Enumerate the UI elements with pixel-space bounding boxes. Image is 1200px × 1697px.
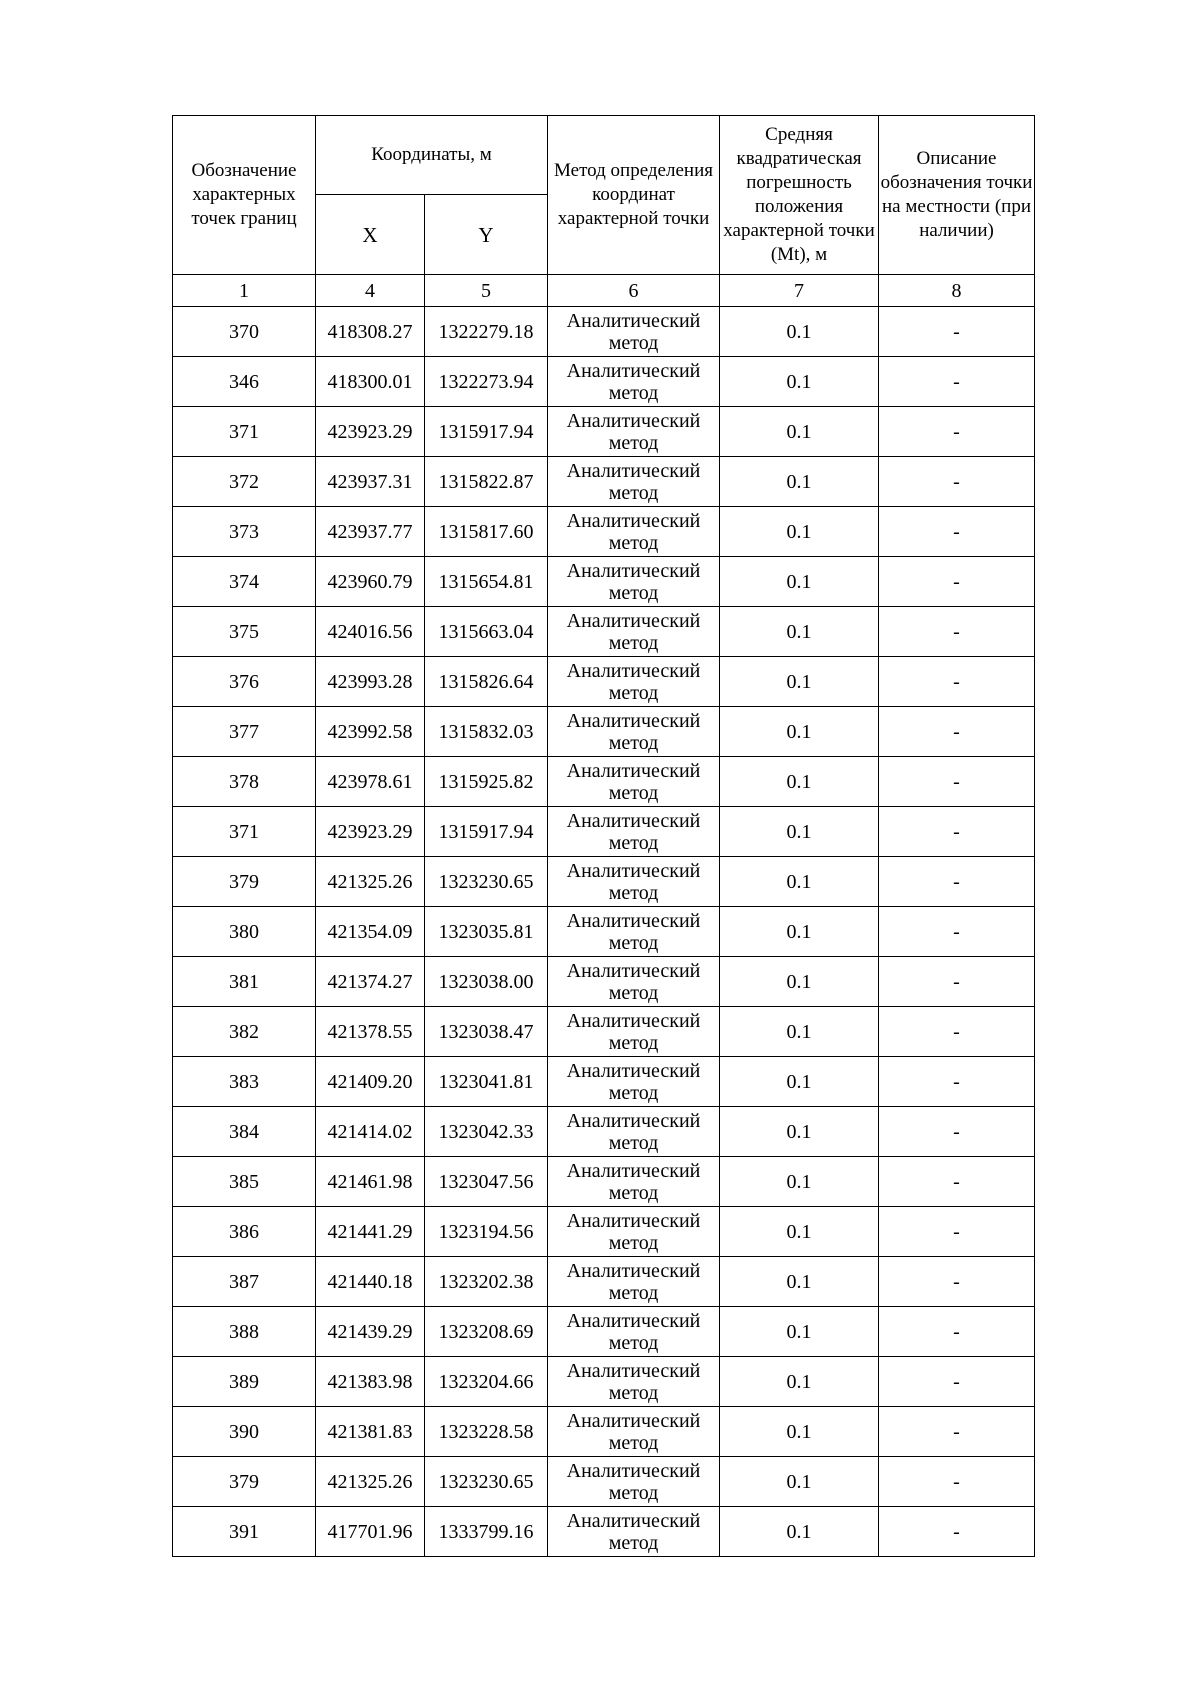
error-cell: 0.1 [720, 757, 879, 807]
method-cell [548, 357, 720, 407]
table-row [173, 1057, 1035, 1107]
table-row [173, 957, 1035, 1007]
method-line-2: метод [608, 1031, 659, 1054]
method-line-1: Аналитический [566, 1509, 701, 1532]
method-line-2: метод [608, 581, 659, 604]
x-cell: 421409.20 [316, 1057, 425, 1107]
description-cell: - [879, 557, 1035, 607]
coordinates-table [172, 115, 1035, 1557]
description-cell: - [879, 1407, 1035, 1457]
x-cell: 418300.01 [316, 357, 425, 407]
description-cell: - [879, 1107, 1035, 1157]
method-line-1: Аналитический [566, 559, 701, 582]
description-cell: - [879, 807, 1035, 857]
table-header [173, 116, 1035, 307]
error-cell: 0.1 [720, 1107, 879, 1157]
description-cell: - [879, 707, 1035, 757]
y-cell: 1322273.94 [425, 357, 548, 407]
x-cell: 418308.27 [316, 307, 425, 357]
description-cell: - [879, 757, 1035, 807]
y-cell: 1323228.58 [425, 1407, 548, 1457]
method-cell [548, 1057, 720, 1107]
table-row [173, 1507, 1035, 1557]
method-line-1: Аналитический [566, 309, 701, 332]
y-cell: 1315832.03 [425, 707, 548, 757]
x-cell: 421439.29 [316, 1307, 425, 1357]
table-row [173, 757, 1035, 807]
description-cell: - [879, 607, 1035, 657]
header-error: Средняя квадратическая погрешность положения характерной точки (Mt), м [720, 116, 879, 275]
method-cell [548, 1207, 720, 1257]
header-row [173, 116, 1035, 195]
method-cell [548, 457, 720, 507]
method-cell [548, 857, 720, 907]
description-cell: - [879, 1157, 1035, 1207]
error-cell: 0.1 [720, 607, 879, 657]
error-cell: 0.1 [720, 1007, 879, 1057]
method-line-2: метод [608, 1381, 659, 1404]
x-cell: 424016.56 [316, 607, 425, 657]
method-line-1: Аналитический [566, 1159, 701, 1182]
column-number: 4 [316, 275, 425, 307]
error-cell: 0.1 [720, 307, 879, 357]
description-cell: - [879, 907, 1035, 957]
y-cell: 1323230.65 [425, 857, 548, 907]
method-line-1: Аналитический [566, 909, 701, 932]
column-number: 6 [548, 275, 720, 307]
point-cell: 381 [173, 957, 316, 1007]
header-y: Y [425, 195, 548, 275]
y-cell: 1315654.81 [425, 557, 548, 607]
table-body [173, 307, 1035, 1557]
error-cell: 0.1 [720, 457, 879, 507]
table-row [173, 707, 1035, 757]
method-cell [548, 757, 720, 807]
error-cell: 0.1 [720, 1457, 879, 1507]
method-line-2: метод [608, 681, 659, 704]
y-cell: 1323208.69 [425, 1307, 548, 1357]
table-row [173, 807, 1035, 857]
method-cell [548, 507, 720, 557]
table-row [173, 1307, 1035, 1357]
table-row [173, 907, 1035, 957]
table-row [173, 557, 1035, 607]
method-cell [548, 1357, 720, 1407]
method-line-1: Аналитический [566, 1259, 701, 1282]
column-numbers-row [173, 275, 1035, 307]
description-cell: - [879, 1257, 1035, 1307]
method-line-2: метод [608, 331, 659, 354]
error-cell: 0.1 [720, 1207, 879, 1257]
description-cell: - [879, 1507, 1035, 1557]
error-cell: 0.1 [720, 1157, 879, 1207]
method-line-2: метод [608, 381, 659, 404]
x-cell: 421414.02 [316, 1107, 425, 1157]
point-cell: 371 [173, 407, 316, 457]
method-line-2: метод [608, 1531, 659, 1554]
method-cell [548, 1257, 720, 1307]
error-cell: 0.1 [720, 1057, 879, 1107]
method-line-1: Аналитический [566, 509, 701, 532]
column-number: 7 [720, 275, 879, 307]
y-cell: 1323035.81 [425, 907, 548, 957]
header-method: Метод определения координат характерной точки [548, 116, 720, 275]
method-cell [548, 1157, 720, 1207]
table-row [173, 1457, 1035, 1507]
x-cell: 421354.09 [316, 907, 425, 957]
point-cell: 379 [173, 857, 316, 907]
method-line-2: метод [608, 1281, 659, 1304]
x-cell: 423923.29 [316, 807, 425, 857]
x-cell: 423978.61 [316, 757, 425, 807]
method-line-1: Аналитический [566, 459, 701, 482]
y-cell: 1315917.94 [425, 407, 548, 457]
table-row [173, 1357, 1035, 1407]
column-number: 8 [879, 275, 1035, 307]
error-cell: 0.1 [720, 957, 879, 1007]
table-row [173, 357, 1035, 407]
table-row [173, 307, 1035, 357]
table-row [173, 1157, 1035, 1207]
point-cell: 390 [173, 1407, 316, 1457]
x-cell: 421378.55 [316, 1007, 425, 1057]
method-line-2: метод [608, 1231, 659, 1254]
description-cell: - [879, 1057, 1035, 1107]
point-cell: 374 [173, 557, 316, 607]
point-cell: 370 [173, 307, 316, 357]
error-cell: 0.1 [720, 507, 879, 557]
point-cell: 379 [173, 1457, 316, 1507]
method-line-1: Аналитический [566, 609, 701, 632]
point-cell: 384 [173, 1107, 316, 1157]
x-cell: 421383.98 [316, 1357, 425, 1407]
y-cell: 1315925.82 [425, 757, 548, 807]
method-line-1: Аналитический [566, 1109, 701, 1132]
method-line-1: Аналитический [566, 1359, 701, 1382]
table-row [173, 1257, 1035, 1307]
y-cell: 1315822.87 [425, 457, 548, 507]
table-row [173, 657, 1035, 707]
method-cell [548, 1307, 720, 1357]
error-cell: 0.1 [720, 707, 879, 757]
description-cell: - [879, 457, 1035, 507]
method-line-1: Аналитический [566, 409, 701, 432]
error-cell: 0.1 [720, 1357, 879, 1407]
error-cell: 0.1 [720, 557, 879, 607]
point-cell: 383 [173, 1057, 316, 1107]
error-cell: 0.1 [720, 1307, 879, 1357]
y-cell: 1323202.38 [425, 1257, 548, 1307]
x-cell: 423960.79 [316, 557, 425, 607]
table-row [173, 1107, 1035, 1157]
method-cell [548, 657, 720, 707]
description-cell: - [879, 857, 1035, 907]
column-number: 5 [425, 275, 548, 307]
description-cell: - [879, 957, 1035, 1007]
method-cell [548, 957, 720, 1007]
method-line-1: Аналитический [566, 1459, 701, 1482]
table-row [173, 407, 1035, 457]
method-cell [548, 707, 720, 757]
method-line-2: метод [608, 1181, 659, 1204]
method-line-2: метод [608, 1481, 659, 1504]
description-cell: - [879, 657, 1035, 707]
method-cell [548, 607, 720, 657]
table-row [173, 607, 1035, 657]
error-cell: 0.1 [720, 907, 879, 957]
method-line-2: метод [608, 481, 659, 504]
description-cell: - [879, 357, 1035, 407]
method-line-2: метод [608, 1431, 659, 1454]
error-cell: 0.1 [720, 807, 879, 857]
method-line-1: Аналитический [566, 859, 701, 882]
point-cell: 391 [173, 1507, 316, 1557]
x-cell: 421461.98 [316, 1157, 425, 1207]
y-cell: 1315917.94 [425, 807, 548, 857]
description-cell: - [879, 1457, 1035, 1507]
y-cell: 1315826.64 [425, 657, 548, 707]
point-cell: 388 [173, 1307, 316, 1357]
y-cell: 1323042.33 [425, 1107, 548, 1157]
method-line-2: метод [608, 1081, 659, 1104]
method-line-2: метод [608, 631, 659, 654]
method-cell [548, 1407, 720, 1457]
description-cell: - [879, 1357, 1035, 1407]
method-line-2: метод [608, 531, 659, 554]
description-cell: - [879, 307, 1035, 357]
point-cell: 373 [173, 507, 316, 557]
point-cell: 378 [173, 757, 316, 807]
x-cell: 417701.96 [316, 1507, 425, 1557]
table-row [173, 1407, 1035, 1457]
header-designation: Обозначение характерных точек границ [173, 116, 316, 275]
y-cell: 1322279.18 [425, 307, 548, 357]
method-line-2: метод [608, 881, 659, 904]
method-line-2: метод [608, 981, 659, 1004]
x-cell: 421441.29 [316, 1207, 425, 1257]
method-line-1: Аналитический [566, 659, 701, 682]
method-line-1: Аналитический [566, 809, 701, 832]
point-cell: 377 [173, 707, 316, 757]
y-cell: 1323194.56 [425, 1207, 548, 1257]
table-row [173, 457, 1035, 507]
method-line-1: Аналитический [566, 709, 701, 732]
description-cell: - [879, 407, 1035, 457]
x-cell: 423993.28 [316, 657, 425, 707]
method-line-2: метод [608, 1131, 659, 1154]
error-cell: 0.1 [720, 407, 879, 457]
method-cell [548, 407, 720, 457]
y-cell: 1333799.16 [425, 1507, 548, 1557]
x-cell: 423992.58 [316, 707, 425, 757]
description-cell: - [879, 1007, 1035, 1057]
method-line-2: метод [608, 431, 659, 454]
x-cell: 421440.18 [316, 1257, 425, 1307]
y-cell: 1323038.00 [425, 957, 548, 1007]
method-cell [548, 807, 720, 857]
header-description: Описание обозначения точки на местности (при наличии) [879, 116, 1035, 275]
description-cell: - [879, 1307, 1035, 1357]
method-line-2: метод [608, 731, 659, 754]
method-line-1: Аналитический [566, 1309, 701, 1332]
description-cell: - [879, 1207, 1035, 1257]
point-cell: 376 [173, 657, 316, 707]
point-cell: 380 [173, 907, 316, 957]
table-row [173, 507, 1035, 557]
error-cell: 0.1 [720, 1407, 879, 1457]
method-cell [548, 1007, 720, 1057]
y-cell: 1323204.66 [425, 1357, 548, 1407]
method-cell [548, 1457, 720, 1507]
method-line-1: Аналитический [566, 1009, 701, 1032]
x-cell: 421381.83 [316, 1407, 425, 1457]
point-cell: 386 [173, 1207, 316, 1257]
y-cell: 1323041.81 [425, 1057, 548, 1107]
y-cell: 1315663.04 [425, 607, 548, 657]
column-number: 1 [173, 275, 316, 307]
method-line-1: Аналитический [566, 1059, 701, 1082]
header-x: X [316, 195, 425, 275]
description-cell: - [879, 507, 1035, 557]
point-cell: 371 [173, 807, 316, 857]
y-cell: 1323038.47 [425, 1007, 548, 1057]
method-line-1: Аналитический [566, 959, 701, 982]
method-line-1: Аналитический [566, 1409, 701, 1432]
error-cell: 0.1 [720, 857, 879, 907]
x-cell: 423923.29 [316, 407, 425, 457]
point-cell: 375 [173, 607, 316, 657]
point-cell: 372 [173, 457, 316, 507]
y-cell: 1315817.60 [425, 507, 548, 557]
method-line-2: метод [608, 931, 659, 954]
point-cell: 346 [173, 357, 316, 407]
method-cell [548, 557, 720, 607]
method-line-2: метод [608, 1331, 659, 1354]
x-cell: 421374.27 [316, 957, 425, 1007]
method-cell [548, 307, 720, 357]
y-cell: 1323230.65 [425, 1457, 548, 1507]
error-cell: 0.1 [720, 1507, 879, 1557]
x-cell: 421325.26 [316, 857, 425, 907]
method-line-2: метод [608, 781, 659, 804]
method-line-2: метод [608, 831, 659, 854]
header-coordinates: Координаты, м [316, 116, 548, 195]
point-cell: 387 [173, 1257, 316, 1307]
table-row [173, 1207, 1035, 1257]
point-cell: 385 [173, 1157, 316, 1207]
method-cell [548, 907, 720, 957]
method-line-1: Аналитический [566, 1209, 701, 1232]
table-row [173, 1007, 1035, 1057]
y-cell: 1323047.56 [425, 1157, 548, 1207]
error-cell: 0.1 [720, 1257, 879, 1307]
point-cell: 382 [173, 1007, 316, 1057]
method-cell [548, 1107, 720, 1157]
table-row [173, 857, 1035, 907]
x-cell: 423937.31 [316, 457, 425, 507]
method-line-1: Аналитический [566, 759, 701, 782]
point-cell: 389 [173, 1357, 316, 1407]
error-cell: 0.1 [720, 657, 879, 707]
method-cell [548, 1507, 720, 1557]
error-cell: 0.1 [720, 357, 879, 407]
x-cell: 423937.77 [316, 507, 425, 557]
x-cell: 421325.26 [316, 1457, 425, 1507]
method-line-1: Аналитический [566, 359, 701, 382]
